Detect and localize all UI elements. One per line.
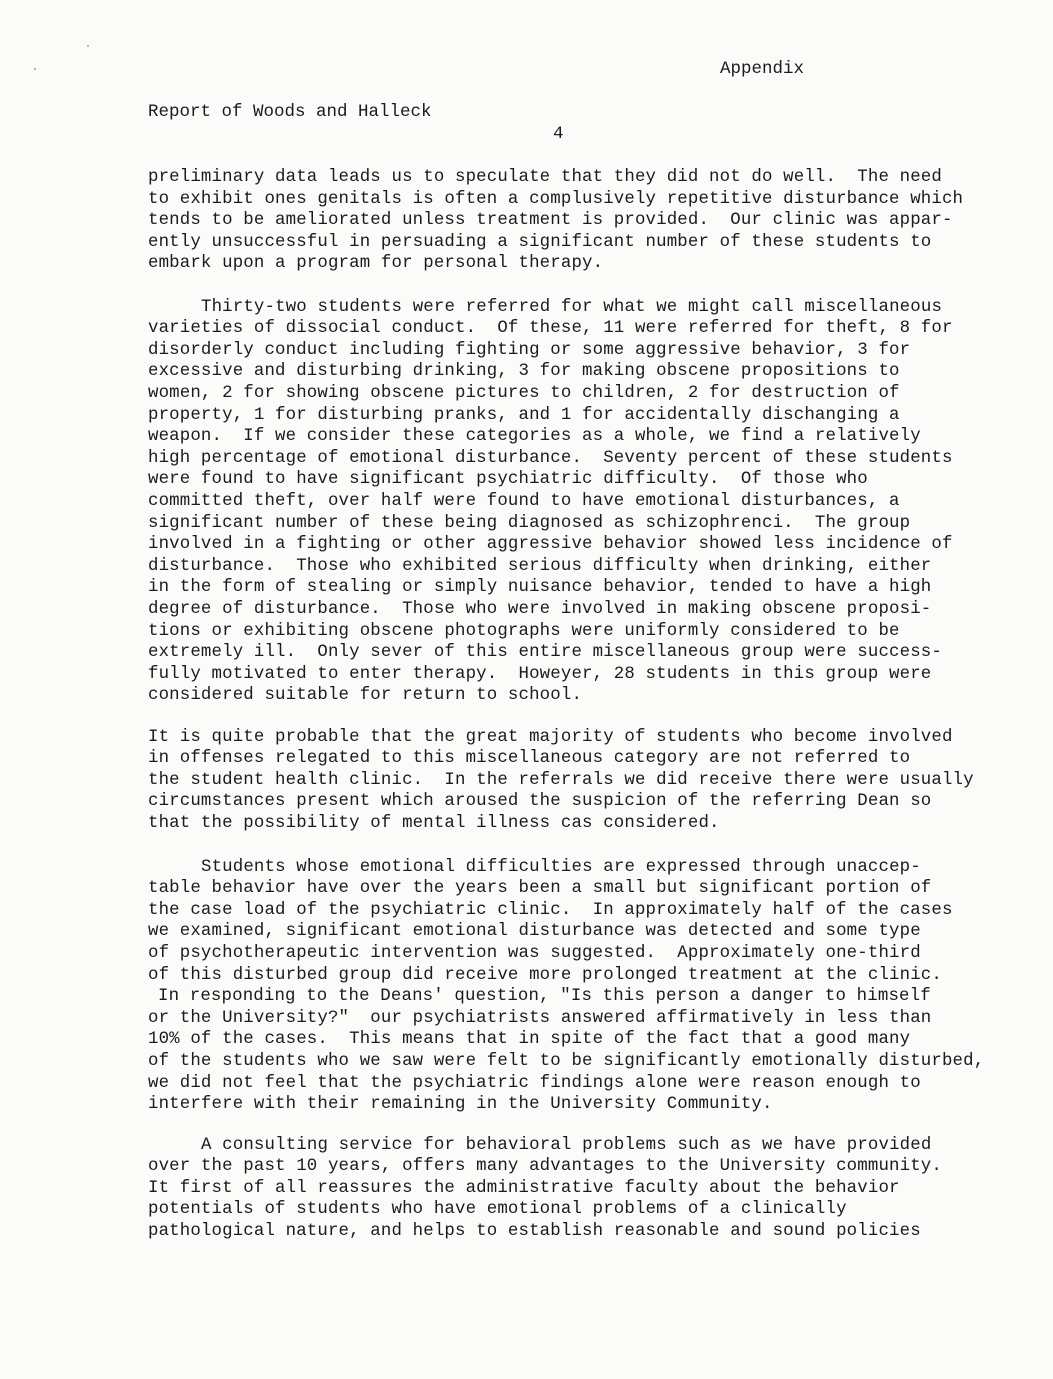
text-line: interfere with their remaining in the University Community. bbox=[148, 1095, 773, 1115]
page-number: 4 bbox=[553, 124, 564, 144]
text-line: tions or exhibiting obscene photographs were uniformly considered to be bbox=[148, 621, 900, 641]
report-title: Report of Woods and Halleck bbox=[148, 102, 432, 122]
text-line: over the past 10 years, offers many advantages to the University community. bbox=[148, 1157, 942, 1177]
text-line: of psychotherapeutic intervention was suggested. Approximately one-third bbox=[148, 943, 921, 963]
text-line: committed theft, over half were found to have emotional disturbances, a bbox=[148, 491, 900, 511]
text-line: 10% of the cases. This means that in spite of the fact that a good many bbox=[148, 1030, 911, 1050]
text-line: were found to have significant psychiatric difficulty. Of those who bbox=[148, 470, 868, 490]
text-line: high percentage of emotional disturbance. Seventy percent of these students bbox=[148, 448, 953, 468]
text-line: A consulting service for behavioral problems such as we have provided bbox=[201, 1135, 932, 1155]
paper-speck bbox=[34, 68, 36, 70]
text-line: to exhibit ones genitals is often a complusively repetitive disturbance which bbox=[148, 189, 964, 209]
text-line: excessive and disturbing drinking, 3 for making obscene propositions to bbox=[148, 362, 900, 382]
text-line: weapon. If we consider these categories as a whole, we find a relatively bbox=[148, 427, 921, 447]
text-line: It first of all reassures the administrative faculty about the behavior bbox=[148, 1178, 900, 1198]
text-line: the student health clinic. In the referrals we did receive there were usually bbox=[148, 770, 974, 790]
text-line: fully motivated to enter therapy. Howeyer, 28 students in this group were bbox=[148, 664, 932, 684]
text-line: the case load of the psychiatric clinic. In approximately half of the cases bbox=[148, 900, 953, 920]
text-line: pathological nature, and helps to establish reasonable and sound policies bbox=[148, 1221, 921, 1241]
text-line: of this disturbed group did receive more prolonged treatment at the clinic. bbox=[148, 965, 942, 985]
text-line: Students whose emotional difficulties are expressed through unaccep- bbox=[201, 857, 921, 877]
text-line: that the possibility of mental illness cas considered. bbox=[148, 813, 720, 833]
text-line: we did not feel that the psychiatric findings alone were reason enough to bbox=[148, 1073, 921, 1093]
text-line: table behavior have over the years been a small but significant portion of bbox=[148, 879, 932, 899]
text-line: we examined, significant emotional disturbance was detected and some type bbox=[148, 922, 921, 942]
text-line: potentials of students who have emotional problems of a clinically bbox=[148, 1200, 847, 1220]
text-line: Thirty-two students were referred for what we might call miscellaneous bbox=[201, 297, 943, 317]
text-line: In responding to the Deans' question, "Is this person a danger to himself bbox=[158, 987, 931, 1007]
text-line: circumstances present which aroused the suspicion of the referring Dean so bbox=[148, 792, 932, 812]
text-line: involved in a fighting or other aggressive behavior showed less incidence of bbox=[148, 535, 953, 555]
paper-speck bbox=[87, 45, 89, 47]
text-line: embark upon a program for personal therapy. bbox=[148, 254, 604, 274]
text-line: or the University?" our psychiatrists answered affirmatively in less than bbox=[148, 1008, 932, 1028]
text-line: extremely ill. Only sever of this entire miscellaneous group were success- bbox=[148, 643, 942, 663]
text-line: disorderly conduct including fighting or some aggressive behavior, 3 for bbox=[148, 340, 911, 360]
text-line: ently unsuccessful in persuading a significant number of these students to bbox=[148, 232, 932, 252]
text-line: in the form of stealing or simply nuisance behavior, tended to have a high bbox=[148, 578, 932, 598]
text-line: degree of disturbance. Those who were involved in making obscene proposi- bbox=[148, 599, 932, 619]
text-line: preliminary data leads us to speculate that they did not do well. The need bbox=[148, 168, 942, 187]
text-line: women, 2 for showing obscene pictures to children, 2 for destruction of bbox=[148, 383, 900, 403]
appendix-label: Appendix bbox=[720, 59, 805, 79]
text-line: tends to be ameliorated unless treatment is provided. Our clinic was appar- bbox=[148, 211, 953, 231]
text-line: considered suitable for return to school. bbox=[148, 686, 583, 706]
text-line: property, 1 for disturbing pranks, and 1 for accidentally dischanging a bbox=[148, 405, 900, 425]
text-line: in offenses relegated to this miscellaneous category are not referred to bbox=[148, 749, 911, 769]
text-line: disturbance. Those who exhibited serious difficulty when drinking, either bbox=[148, 556, 932, 576]
text-line: of the students who we saw were felt to be significantly emotionally disturbed, bbox=[148, 1051, 985, 1071]
text-line: It is quite probable that the great majority of students who become involved bbox=[148, 727, 953, 747]
text-line: varieties of dissocial conduct. Of these, 11 were referred for theft, 8 for bbox=[148, 319, 953, 339]
text-line: significant number of these being diagnosed as schizophrenci. The group bbox=[148, 513, 911, 533]
